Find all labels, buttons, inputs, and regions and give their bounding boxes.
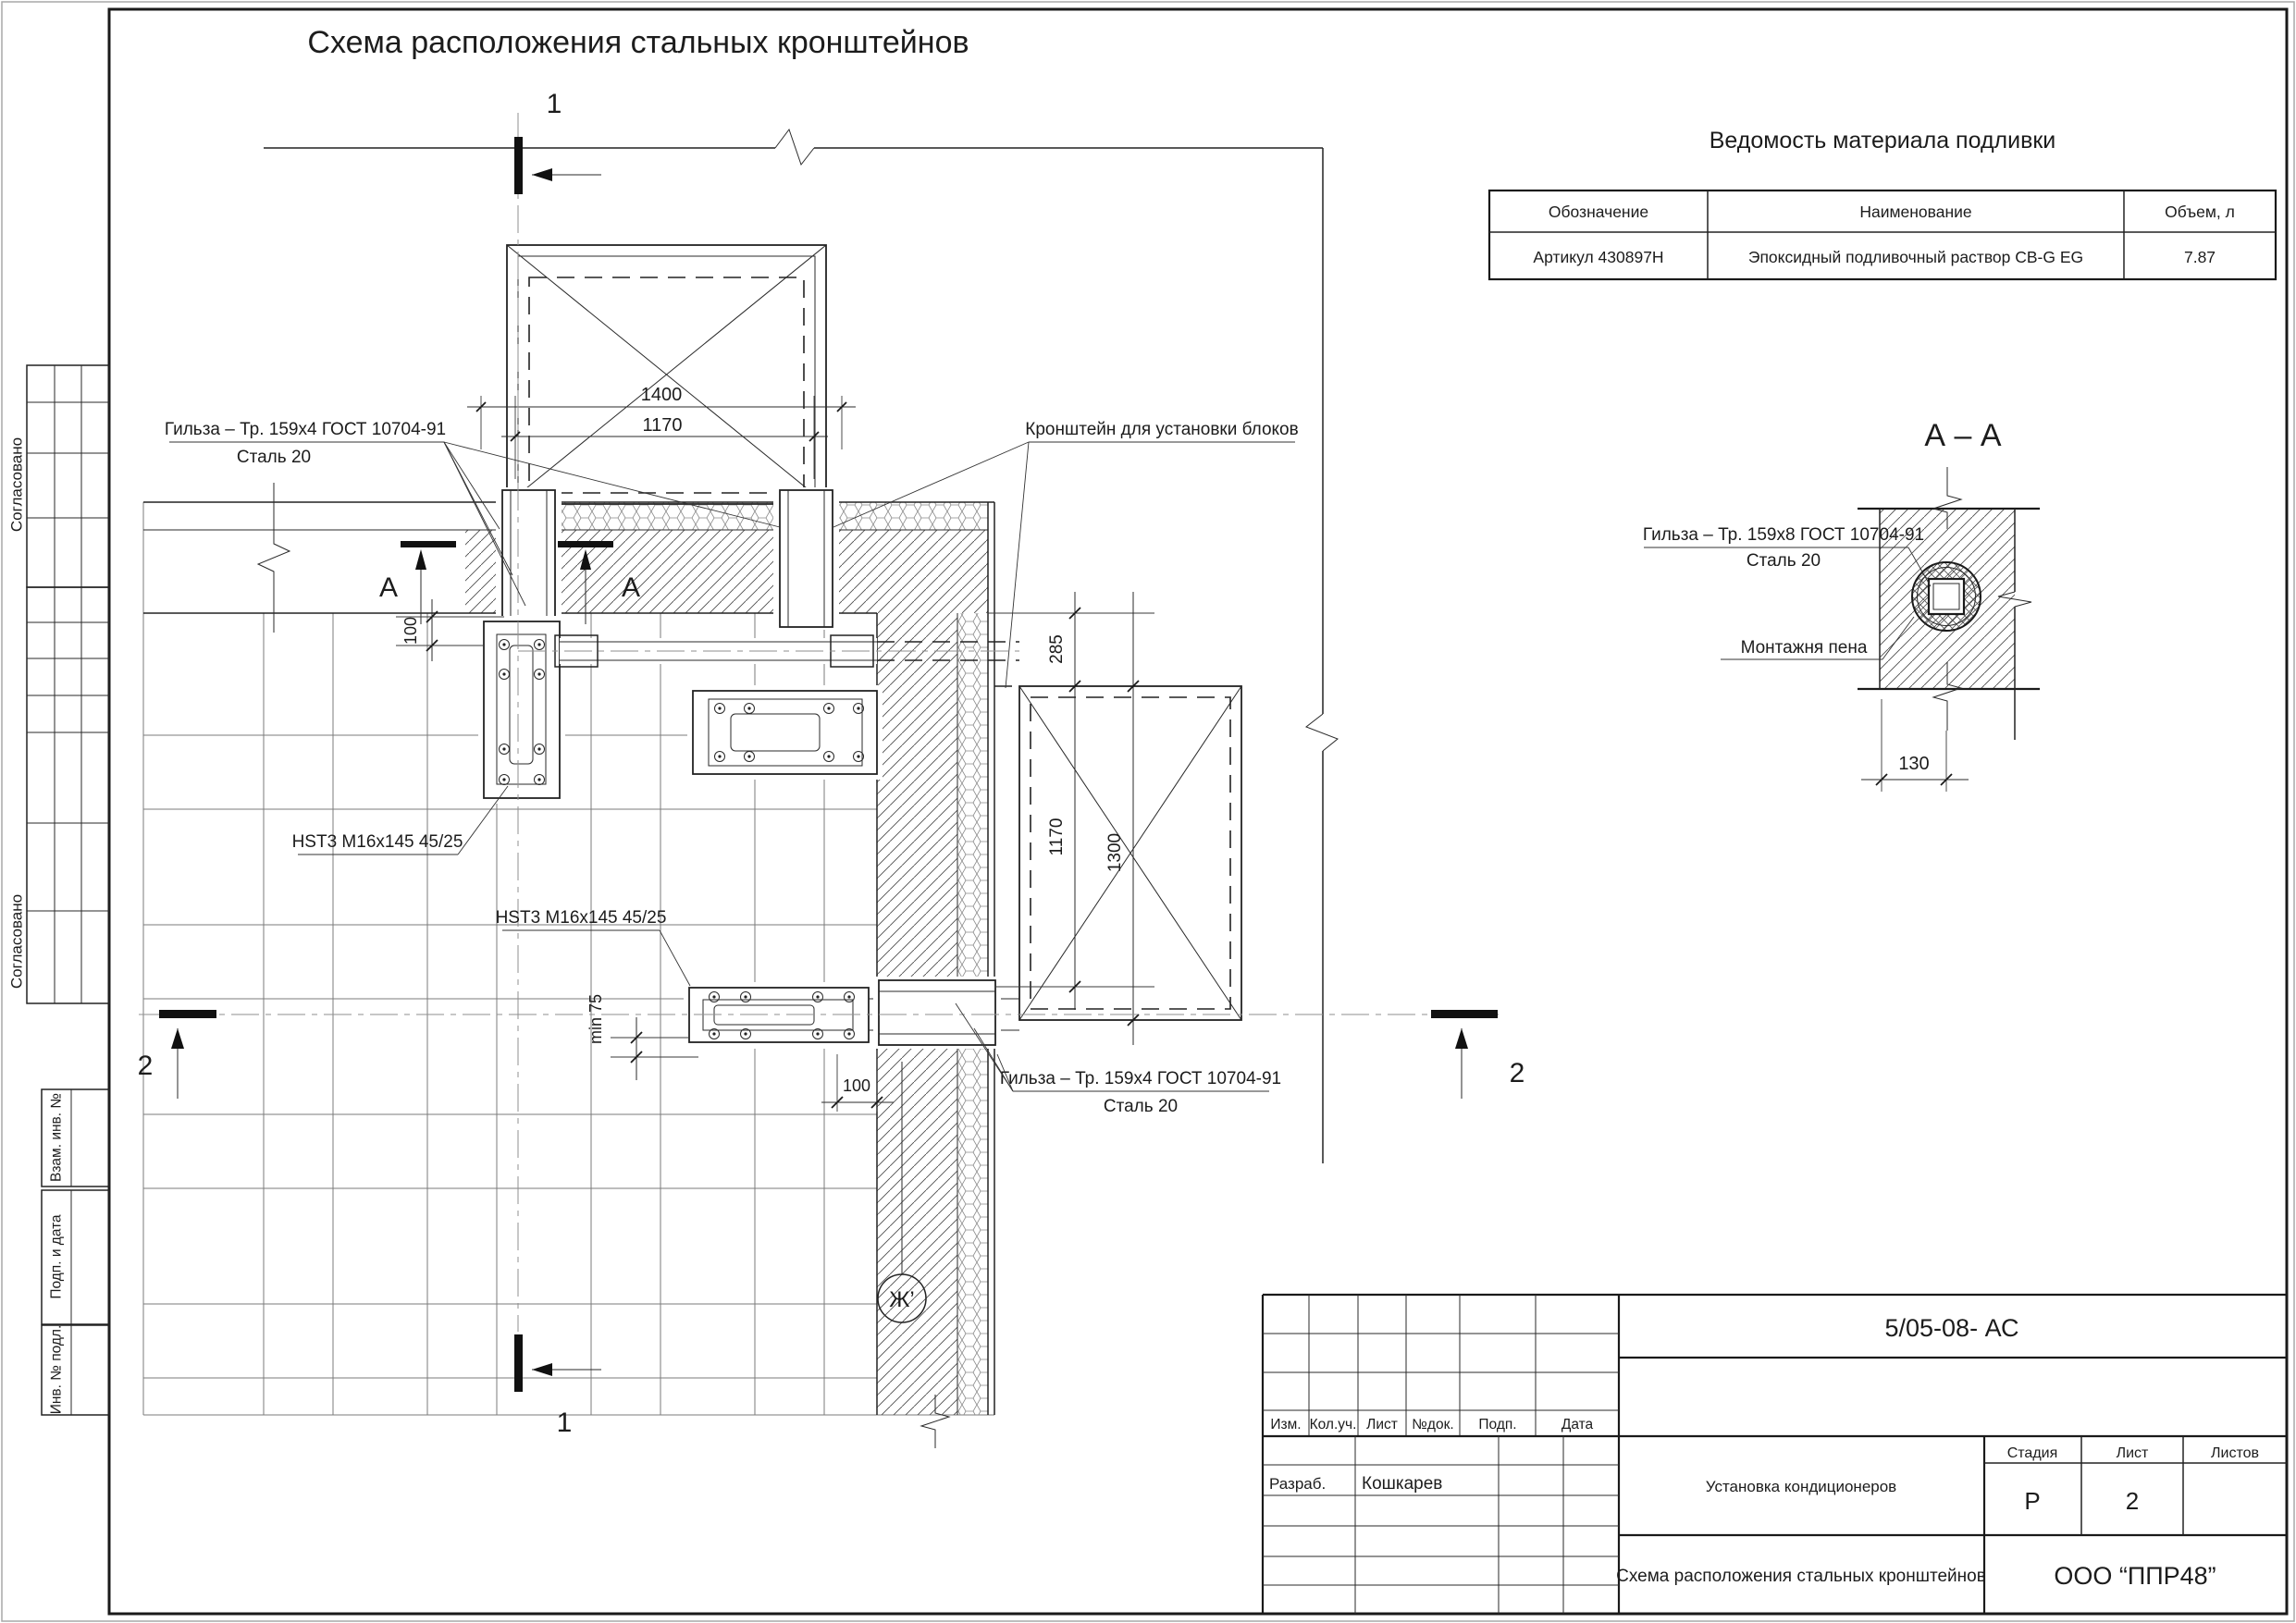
- sidebar-agreed-label-1: Согласовано: [7, 436, 26, 533]
- materials-col-volume: Объем, л: [2165, 203, 2235, 221]
- tb-col-data: Дата: [1561, 1417, 1594, 1432]
- materials-table-title: Ведомость материала подливки: [1709, 128, 2056, 154]
- materials-col-designation: Обозначение: [1548, 203, 1649, 221]
- anchor-label-2: HST3 M16x145 45/25: [495, 908, 667, 928]
- anchor-label-1: HST3 M16x145 45/25: [291, 832, 463, 852]
- tb-developer-label: Разраб.: [1269, 1475, 1327, 1493]
- sleeve-bottom: [873, 977, 1001, 1049]
- dim-100-bottom: 100: [842, 1076, 871, 1095]
- materials-col-name: Наименование: [1859, 203, 1972, 221]
- tb-col-list: Лист: [1366, 1417, 1398, 1432]
- dim-1300: 1300: [1105, 832, 1125, 873]
- sidebar-inv-podl-label: Инв. № подл.: [48, 1324, 65, 1415]
- tb-developer-name: Кошкарев: [1362, 1474, 1443, 1494]
- dim-130: 130: [1898, 754, 1930, 774]
- tb-stage-value: Р: [2024, 1487, 2041, 1515]
- sidebar-agreed-label-2: Согласовано: [7, 893, 26, 990]
- sleeve-right: [773, 487, 839, 630]
- tb-col-dok: №док.: [1412, 1417, 1454, 1432]
- sleeve-top-label-line2: Сталь 20: [236, 448, 312, 467]
- tb-col-izm: Изм.: [1270, 1417, 1302, 1432]
- sleeve-bottom-label-line2: Сталь 20: [1103, 1097, 1179, 1116]
- materials-row-name: Эпоксидный подливочный раствор CB-G EG: [1747, 248, 2084, 266]
- materials-row-volume: 7.87: [2183, 248, 2216, 266]
- sleeve-tube: [1929, 579, 1964, 614]
- tb-sheet-name: Схема расположения стальных кронштейнов: [1616, 1567, 1986, 1586]
- section-2-label-right: 2: [1509, 1058, 1525, 1088]
- bracket-label: Кронштейн для установки блоков: [1025, 420, 1299, 439]
- tb-stage-label: Стадия: [2006, 1445, 2058, 1461]
- aa-sleeve-label-line2: Сталь 20: [1746, 551, 1821, 571]
- dim-1170-right: 1170: [1047, 818, 1067, 856]
- section-2-label-left: 2: [137, 1051, 154, 1081]
- axis-mark-label: Ж’: [889, 1287, 915, 1312]
- section-a-label-right: А: [621, 572, 641, 603]
- tb-col-koluch: Кол.уч.: [1309, 1417, 1357, 1432]
- tb-object-name: Установка кондиционеров: [1705, 1478, 1897, 1495]
- tb-sheet-value: 2: [2125, 1487, 2140, 1515]
- dim-1400: 1400: [640, 385, 683, 405]
- sleeve-bottom-label-line1: Гильза – Тр. 159х4 ГОСТ 10704-91: [999, 1069, 1282, 1088]
- sleeve-left: [496, 487, 562, 630]
- bracket-plate-middle: [687, 685, 883, 780]
- section-1-label-top: 1: [546, 89, 562, 119]
- dim-285: 285: [1047, 634, 1067, 664]
- dim-min75: min 75: [586, 993, 605, 1045]
- tb-col-podp: Подп.: [1478, 1417, 1517, 1432]
- sleeve-top-label-line1: Гильза – Тр. 159х4 ГОСТ 10704-91: [164, 420, 447, 439]
- aa-sleeve-label-line1: Гильза – Тр. 159х8 ГОСТ 10704-91: [1642, 525, 1925, 545]
- sidebar-podp-data-label: Подп. и дата: [48, 1214, 65, 1299]
- aa-foam-label: Монтажня пена: [1740, 638, 1868, 658]
- sidebar-vzam-label: Взам. инв. №: [48, 1092, 65, 1183]
- dim-100-left: 100: [401, 616, 420, 646]
- page-title: Схема расположения стальных кронштейнов: [307, 25, 969, 60]
- section-aa-title: А – А: [1924, 418, 2002, 453]
- tb-doc-number: 5/05-08- АС: [1884, 1314, 2019, 1342]
- materials-row-designation: Артикул 430897Н: [1533, 248, 1664, 266]
- tb-company: ООО “ППР48”: [2054, 1562, 2216, 1590]
- section-a-label-left: А: [378, 572, 399, 603]
- dim-1170-top: 1170: [642, 415, 683, 436]
- section-1-label-bottom: 1: [556, 1408, 573, 1438]
- bracket-plate-vertical: [478, 616, 565, 804]
- tb-sheets-label: Листов: [2211, 1445, 2259, 1461]
- tb-sheet-label: Лист: [2116, 1445, 2149, 1461]
